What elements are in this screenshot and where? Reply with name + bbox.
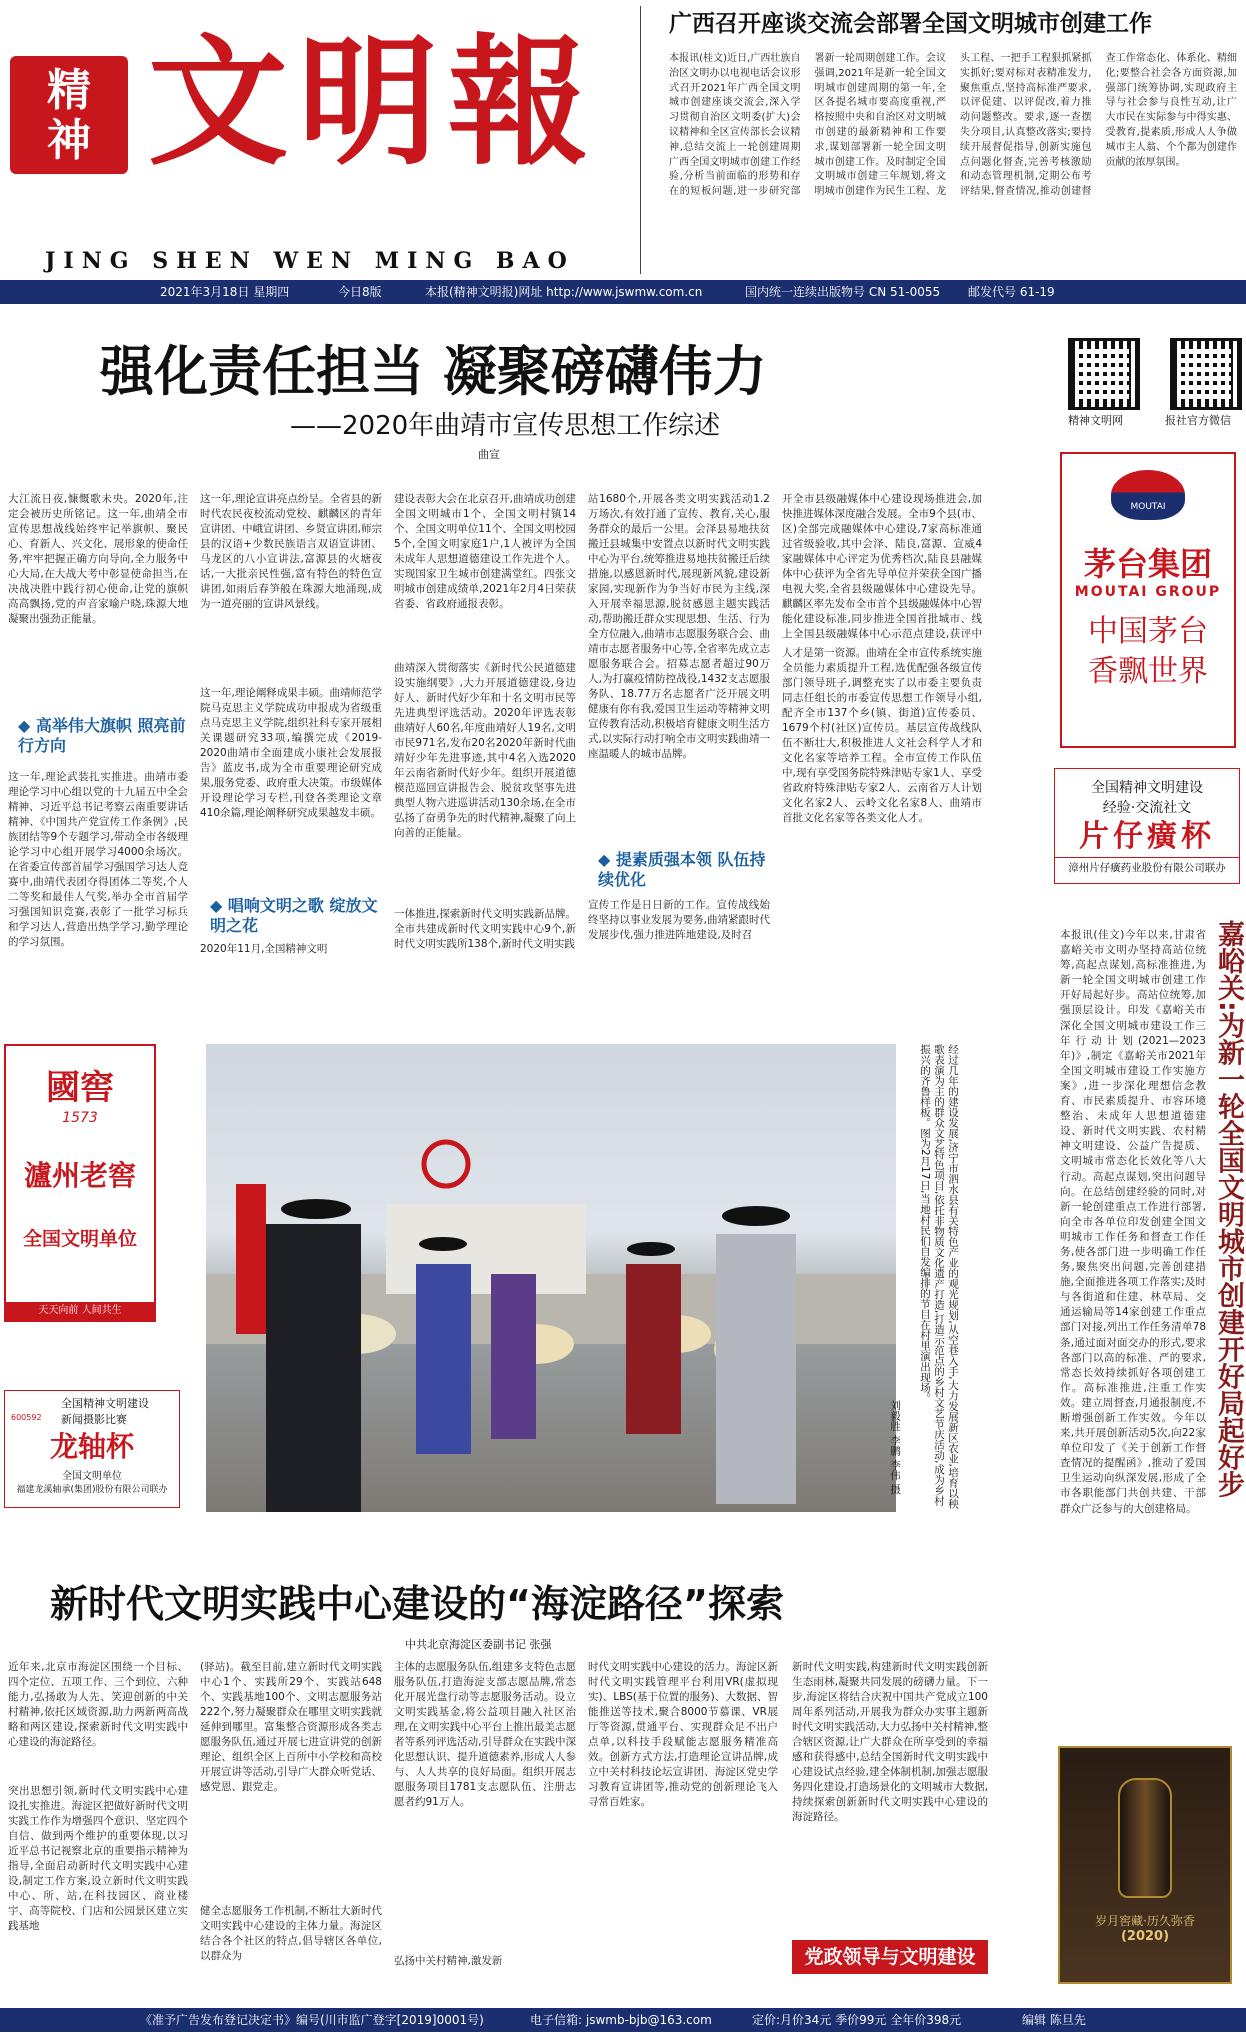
lead-col-2: 这一年,理论宣讲亮点纷呈。全省县的新时代农民夜校流动党校、麒麟区的青年宣讲团、中峨宣讲团、乡贤宣讲团,师宗县的汉语+少数民族语言双语宣讲团、马龙区的八小宣讲法,富源县的火塘夜话,一大批亲民性强,富有特色的特色宣讲团,如雨后春笋般在珠源大地涌现,成为一道亮丽的宣讲风景线。 这一年,理论阐释成果丰硕。曲靖师范学院马克思主义学院成功申报成为省级重点马克思主义学院,组织社科专家开展相关课题研究33项,编撰完成《2019-2020曲靖市全面建成小康社会发展报告》蓝皮书,成为全市重要理论研究成果,服务党委、政府重大决策。市级媒体开设理论学习专栏,刊登各类理论文章410余篇,理论阐释研究成果越发丰硕。 ◆ 唱响文明之歌 绽放文明之花 2020年11月,全国精神文明 [200,493,382,955]
photo-credit: 刘毅胜 李鹏 李伟 摄 [889,1400,901,1495]
longzhou-brand: 龙轴杯 [49,1430,134,1463]
masthead-pinyin: JING SHEN WEN MING BAO [45,248,575,274]
masthead-logo [8,8,628,198]
second-col-3: 主体的志愿服务队伍,组建多支特色志愿服务队伍,打造海淀支部志愿品牌,常态化开展光盘行动等志愿服务活动。设立文明实践基金,将公益项目融入社区治理,在文明实践中心平台上推出最美志愿者等系列评选活动,引导群众在实践中深化思想认识、提升道德素养,形成人人参与、人人共享的良好局面。组织开展志愿服务项目1781支志愿队伍、注册志愿者约91万人。 弘扬中关村精神,激发新 [394,1661,576,1967]
top-news-body: 本报讯(桂文)近日,广西壮族自治区文明办以电视电话会议形式召开2021年广西全国文明城市创建座谈交流会,深入学习贯彻自治区文明委(扩大)会议精神和全区宣传部长会议精神,总结交流上一轮创建周期广西全国文明城市创建工作经验,分析当前面临的形势和存在的短板问题,进一步研究部署新一轮周期创建工作。会议强调,2021年是新一轮全国文明城市创建周期的第一年,全区各提名城市要高度重视,严格按照中央和自治区对文明城市创建的最新精神和工作要求,谋划部署新一轮全国文明城市创建工作。及时制定全国文明城市创建三年规划,将文明城市创建作为民生工程、龙头工程、一把手工程狠抓紧抓实抓好;要对标对表精准发力,聚焦重点,坚持高标准严要求,以评促建、以评促改,着力推动问题整改。要求,逐一查摆失分项目,认真整改落实;要持续开展督促指导,创新实施包点问题化督查,完善考核激励和动态管理机制,定期公布考评结果,督查情况,推动创建督查工作常态化、体系化、精细化;要整合社会各方面资源,加强部门统筹协调,实现政府主导与社会参与良性互动,让广大市民在实际参与中得实惠、受教育,提素质,形成人人争做城市主人翁、个个都为创建作贡献的浓厚氛围。 [669,53,1237,198]
cn-number: 国内统一连续出版物号 CN 51-0055 [745,285,941,299]
qr-label-2: 报社官方微信 [1165,414,1231,427]
moutai-brand: 茅台集团 [1083,545,1212,583]
bottle-icon [1118,1778,1172,1898]
photo-scene-svg [206,1044,896,1512]
news-photo[interactable] [206,1044,896,1512]
post-code: 邮发代号 61-19 [968,285,1055,299]
moutai-slogan-1: 中国茅台 [1088,614,1208,649]
moutai-en: MOUTAI GROUP [1074,584,1222,600]
second-col-4: 时代文明实践中心建设的活力。海淀区新时代文明实践管理平台利用VR(虚拟现实)、LBS(基于位置的服务)、大数据、智能推送等技术,聚合8000节慕课、VR展厅等资源,贯通平台、实现群众足不出户点单,以科技手段赋能志愿服务精准高效。创新方式方法,打造理论宣讲品牌,成立中关村科技论坛宣讲团、海淀区党史学习教育宣讲团等,推动党的创新理论飞入寻常百姓家。 [588,1661,778,1808]
lead-col-5: 开全市县级融媒体中心建设现场推进会,加快推进媒体深度融合发展。全市9个县(市、区)全部完成融媒体中心建设,7家高标准通过省级验收,其中会泽、陆良,富源、宣威4家融媒体中心评定为优秀档次,陆良县融媒体中心获评为全省先导单位并荣获全国广播电视大奖,全省县级融媒体中心建设先导。麒麟区率先发布全市首个县级融媒体中心智能化建设标准,同步推进全国首批城市、线上全国县级融媒体中心示范点建设,获评中 人才是第一资源。曲靖在全市宣传系统实施全员能力素质提升工程,选优配强各级宣传部门领导班子,调整充实了以市委主要负责同志任组长的市委宣传思想工作领导小组,配齐全市137个乡(镇、街道)宣传委员、1679个村(社区)宣传员。基层宣传战线队伍不断壮大,积极推进人文社会科学人才和文化名家等培养工程。全市宣传工作队伍中,现有享受国务院特殊津贴专家1人、享受省政府特殊津贴专家2人、云南省万人计划文化名家2人、云岭文化名家8人、曲靖市首批文化名家等各类文化人才。 [782,493,982,824]
lead-col-4: 站1680个,开展各类文明实践活动1.2万场次,有效打通了宣传、教育,关心,服务群众的最后一公里。会泽县易地扶贫搬迁县城集中安置点以新时代文明实践中心为平台,统筹推进易地扶贫搬迁后续措施,以感恩新时代,展现新风貌,建设新家园,实现新作为争当好市民为主线,深入开展幸福思源,脱贫感恩主题实践活动,帮助搬迁群众实现思想、生活、行为全方位融入,曲靖市志愿服务联合会、曲靖市志愿者服务中心等,全省率先成立志愿服务联合会。招募志愿者超过90万人,为打赢疫情防控战役,1432支志愿服务队、18.77万名志愿者广泛开展文明健康有你有我,爱国卫生运动等精神文明宣传教育活动,积极培育健康文明生活方式,以实际行动打响全市文明实践曲靖一座温暖人的城市品牌。 ◆ 提素质强本领 队伍持续优化 宣传工作是日日新的工作。宣传战线始终坚持以事业发展为要务,曲靖紧跟时代发展步伐,强力推进阵地建设,及时召 [588,493,770,941]
date-bar [0,280,1246,304]
lead-subhead-3: ◆ 提素质强本领 队伍持续优化 [598,850,766,889]
ad-bottle[interactable]: 岁月窖藏·历久弥香 (2020) [1058,1746,1232,1984]
page-count: 今日8版 [338,285,382,299]
ad-guojiao[interactable]: 國窖 1573 瀘州老窖 全国文明单位 天天向前 人间共生 [4,1044,156,1322]
qr-code-2[interactable] [1170,338,1242,410]
second-col-5: 新时代文明实践,构建新时代文明实践创新生态雨林,凝聚共同发展的磅礴力量。下一步,海淀区将结合庆祝中国共产党成立100周年系列活动,开展我为群众办实事主题新时代文明实践活动,大力弘扬中关村精神,整合辖区资源,让广大群众在所享受到的幸福感和获得感中,总结全国新时代文明实践中心建设试点经验,建全体制机制,加强志愿服务四化建设,打造场景化的文明城市大数据,持续探索创新新时代文明实践中心建设的海淀路径。 [792,1661,988,1823]
ad-moutai[interactable] [1060,452,1236,748]
second-col-2: (驿站)。截至目前,建立新时代文明实践中心1个、实践所29个、实践站648个、实践基地100个、文明志愿服务站222个,努力凝聚群众在哪里文明实践就延伸到哪里。富集整合资源形成各类志愿服务队伍,通过开展七进宣讲党的创新理论、组织全区上百所中小学校和高校开展宣讲等活动,引导广大群众听党话、感党恩、跟党走。 健全志愿服务工作机制,不断壮大新时代文明实践中心建设的主体力量。海淀区结合各个社区的特点,倡导辖区各单位,以群众为 [200,1661,382,1962]
issue-date: 2021年3月18日 星期四 [160,285,290,299]
pianzai-brand: 片仔癀杯 [1079,819,1215,854]
qr-code-1[interactable] [1068,338,1140,410]
lead-byline: 曲宣 [478,448,500,461]
logo-seal: 精 神 [10,56,128,174]
lead-subhead-2: ◆ 唱响文明之歌 绽放文明之花 [210,896,378,935]
footer-bar: 《准予广告发布登记决定书》编号(川市监广登字[2019]0001号) 电子信箱: jswmb-bjb@163.com 定价:月价34元 季价99元 全年价398元 编辑 陈旦先 [0,2008,1246,2032]
website[interactable]: 本报(精神文明报)网址 http://www.jswmw.com.cn [425,285,703,299]
side-story-body: 本报讯(佳文)今年以来,甘肃省嘉峪关市文明办坚持高站位统筹,高起点谋划,高标准推进,为新一轮全国文明城市创建工作开好局起好步。高站位统筹,加强顶层设计。印发《嘉峪关市深化全国文明城市建设工作三年行动计划(2021—2023年)》,制定《嘉峪关市2021年全国文明城市建设工作实施方案》,进一步深化理想信念教育、市民素质提升、市容环境整治、未成年人思想道德建设、新时代文明实践、农村精神文明建设、公益广告提质、文明城市常态化长效化等八大行动。高起点谋划,突出问题导向。在总结创建经验的同时,对新一轮创建重点工作进行部署,向全市各单位印发创建全国文明城市工作任务和督查工作任务,使各部门进一步明确工作任务,聚焦突出问题,完善创建措施,全面推进各项工作落实;及时与各街道和住建、林草局、交通运输局等14家创建工作重点部门对接,列出工作任务清单78条,通过面对面交办的形式,要求各部门以高的标准、严的要求,常态长效持续抓好各项创建工作。高标准推进,注重工作实效。建立周督查,月通报制度,不断增强创新工作实效。今年以来,共开展创新活动5次,向22家单位印发了《关于创新工作督查情况的提醒函》,推动了爱国卫生运动向纵深发展,形成了全市各职能部门共创共建、干部群众广泛参与的大创建格局。 [1060,929,1206,1515]
luzhou-brand: 瀘州老窖 [23,1159,136,1192]
section-tag[interactable]: 党政领导与文明建设 [792,1940,988,1974]
top-news-box [640,6,1240,274]
qr-label-1: 精神文明网 [1068,414,1123,427]
moutai-slogan-2: 香飘世界 [1088,654,1208,689]
second-title[interactable]: 新时代文明实践中心建设的“海淀路径”探索 [50,1582,784,1626]
photo-caption: 经过几年的建设发展,济宁市泗水县有关特色产业的观光规划,从空巷入手,大力发展新区农业,培育以秧歌表演为主的群众文艺特色项目,依托非物质文化遗产打造,打造示范点的乡村文艺节庆活动,成为乡村振兴的齐鲁样板。图为2月17日,当地村民们自发编排的节目在村里演出现场。 [919,1044,959,1509]
lead-col-3: 建设表彰大会在北京召开,曲靖成功创建全国文明城市1个、全国文明村镇14个、全国文明单位11个、全国文明校园5个,全国文明家庭1户,1人被评为全国未成年人思想道德建设工作先进个人。实现国家卫生城市创建满堂红。四张文明城市创建成绩单,2021年2月4日荣获省委、省政府通报表彰。 曲靖深入贯彻落实《新时代公民道德建设实施纲要》,大力开展道德建设,身边好人、新时代好少年和十名文明市民等先进典型评选活动。2020年评选表彰曲靖好人60名,年度曲靖好人19名,文明市民971名,发布20名2020年新时代曲靖好少年先进事迹,其中4名入选2020年云南省新时代好少年。组织开展道德模范巡回宣讲报告会、脱贫攻坚事先进典型人物六进巡讲活动130余场,在全市弘扬了奋勇争先的时代精神,凝聚了向上向善的正能量。 一体推进,探索新时代文明实践新品牌。全市共建成新时代文明实践中心9个,新时代文明实践所138个,新时代文明实践 [394,493,576,950]
side-story-title[interactable]: 嘉峪关:为新一轮全国文明城市创建开好局起好步 [1213,920,1244,1498]
ad-longzhou[interactable]: 600592 全国精神文明建设 新闻摄影比赛 龙轴杯 全国文明单位 福建龙溪轴承(集团)股份有限公司联办 [4,1390,180,1508]
logo-char-ming: 明 [298,21,439,185]
guojiao-brand: 國窖 [46,1068,114,1108]
second-byline: 中共北京海淀区委副书记 张强 [405,1638,552,1651]
logo-char-wen: 文 [148,21,289,185]
lead-subtitle: ——2020年曲靖市宣传思想工作综述 [290,411,721,441]
lead-subhead-1: ◆ 高举伟大旗帜 照亮前行方向 [18,716,186,755]
logo-char-bao: 報 [448,21,589,185]
top-news-title[interactable]: 广西召开座谈交流会部署全国文明城市创建工作 [669,11,1152,37]
lead-title[interactable]: 强化责任担当 凝聚磅礴伟力 [100,340,767,403]
lead-col-1: 大江流日夜,慷慨歌未央。2020年,注定会被历史所铭记。这一年,曲靖全市宣传思想战线始终牢记举旗帜、聚民心、育新人、兴文化、展形象的使命任务,牢牢把握正确方向导向,全力服务中心大局,在大战大考中彰显使命担当,在决战决胜中践行初心使命,让党的旗帜高高飘扬,党的声音家喻户晓,珠源大地凝聚出强劲正能量。 ◆ 高举伟大旗帜 照亮前行方向 这一年,理论武装扎实推进。曲靖市委理论学习中心组以党的十九届五中全会精神、习近平总书记考察云南重要讲话精神、《中国共产党宣传工作条例》,民族团结等9个专题学习,带动全市各级理论学习中心组开展学习4000余场次。在省委宣传部首届学习强国学习达人竞赛中,曲靖代表团夺得团体二等奖,个人二等奖和最佳人气奖,举办全市首届学习强国知识竞赛,表彰了一批学习标兵和学习达人,营造出热学学习,勤学理论的学习氛围。 [8,493,188,948]
second-col-1: 近年来,北京市海淀区围绕一个目标、四个定位、五项工作、三个到位、六种能力,弘扬敢为人先、笑迎创新的中关村精神,依托区域资源,助力两新两高战略和两区建设,探索新时代文明实践中心建设的海淀路径。 突出思想引领,新时代文明实践中心建设扎实推进。海淀区把做好新时代文明实践工作作为增强四个意识、坚定四个自信、做到两个维护的重要体现,以习近平总书记视察北京的重要指示精神为指导,全面启动新时代文明实践中心建设,制定工作方案,设立新时代文明实践中心、所、站,在科技园区、商业楼宇、高等院校、门店和公园景区建立实践基地 [8,1661,188,1932]
moutai-logo: MOUTAI [1111,470,1185,520]
ad-pianzai[interactable]: 全国精神文明建设 经验·交流社文 片仔癀杯 漳州片仔癀药业股份有限公司联办 [1054,768,1240,884]
